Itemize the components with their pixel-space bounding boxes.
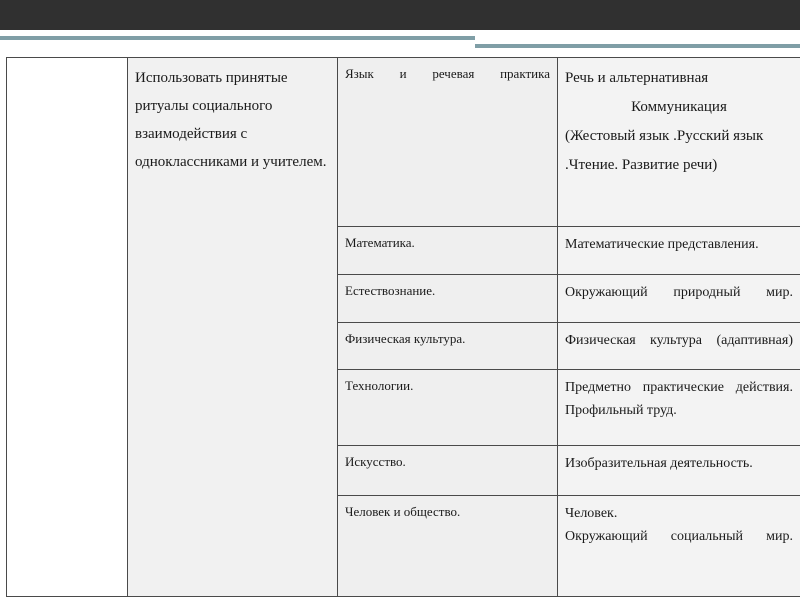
- area-cell: [338, 227, 558, 275]
- area-text: Человек и общество.: [345, 504, 461, 519]
- subject-line: (Жестовый язык .Русский язык .Чтение. Развитие речи): [565, 128, 764, 173]
- area-text: Язык и речевая практика: [345, 66, 550, 81]
- area-text: Искусство.: [345, 454, 406, 469]
- subject-cell: [558, 58, 800, 227]
- area-cell: [338, 370, 558, 446]
- area-text: Физическая культура.: [345, 331, 466, 346]
- subject-line: Физическая культура (адаптивная): [565, 333, 793, 348]
- subject-line: Профильный труд.: [565, 403, 677, 418]
- subject-cell: [558, 227, 800, 275]
- accent-stripe: [0, 36, 475, 40]
- subject-line: Речь и альтернативная: [565, 70, 709, 86]
- subject-cell: [558, 323, 800, 370]
- area-text: Технологии.: [345, 378, 414, 393]
- subject-line: Окружающий социальный мир.: [565, 529, 793, 544]
- subject-cell: [558, 275, 800, 323]
- curriculum-table: [6, 57, 800, 597]
- subject-cell: [558, 446, 800, 496]
- accent-stripe: [475, 44, 800, 48]
- skill-cell: [128, 58, 338, 597]
- subject-cell: [558, 370, 800, 446]
- area-cell: [338, 58, 558, 227]
- area-cell: [338, 496, 558, 597]
- subject-line: Окружающий природный мир.: [565, 285, 793, 300]
- subject-line: Человек.: [565, 506, 618, 521]
- subject-line: Математические представления.: [565, 237, 759, 252]
- area-text: Математика.: [345, 235, 415, 250]
- empty-cell: [7, 58, 128, 597]
- skill-text: Использовать принятые ритуалы социального взаимодействия с одноклассниками и учителем.: [135, 70, 327, 170]
- area-cell: [338, 323, 558, 370]
- subject-line: Изобразительная деятельность.: [565, 456, 753, 471]
- subject-line: Предметно практические действия.: [565, 380, 793, 395]
- subject-line: Коммуникация: [631, 99, 727, 115]
- area-cell: [338, 446, 558, 496]
- area-text: Естествознание.: [345, 283, 436, 298]
- subject-cell: [558, 496, 800, 597]
- area-cell: [338, 275, 558, 323]
- title-bar: [0, 0, 800, 30]
